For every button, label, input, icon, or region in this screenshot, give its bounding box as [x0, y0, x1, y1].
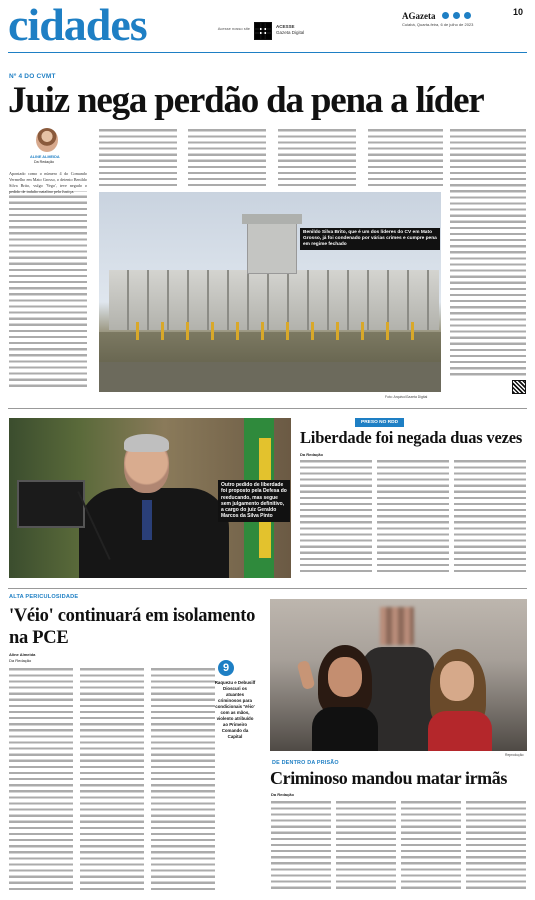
sisters-photo-credit: Reprodução: [505, 753, 524, 757]
prison-photo-caption: Benildo Silva Brito, que é um dos líderes do CV em Mato Grosso, já foi condenado por várias crimes e cumpre pena em regime fechado: [300, 228, 440, 250]
story2-byline: Da Redação: [300, 452, 323, 457]
logo-dot-icon: [453, 12, 460, 19]
logo-text: AGazeta: [402, 11, 436, 21]
watch-tower-top: [242, 214, 302, 224]
promo-label: ACESSE: [276, 24, 295, 29]
promo-small: Acesse nosso site: [217, 26, 250, 31]
story2-body-col3: [454, 459, 526, 574]
story4-body-col1: [271, 800, 331, 892]
story1-body-col6: [450, 128, 526, 378]
story1-body-col2: [99, 128, 177, 186]
story3-kicker: ALTA PERICULOSIDADE: [9, 594, 79, 600]
story1-body-col3: [188, 128, 266, 186]
divider-rule: [8, 408, 527, 409]
story4-headline: Criminoso mandou matar irmãs: [270, 768, 507, 788]
story4-body-col3: [401, 800, 461, 892]
sisters-photo: [270, 599, 527, 751]
judge-tie: [142, 500, 152, 540]
story4-byline: Da Redação: [271, 792, 294, 797]
woman-right-top: [428, 711, 492, 751]
story1-author-name: ALINE ALMEIDA: [30, 155, 60, 159]
hand-peace-sign: [297, 660, 316, 690]
callout-icon: 9: [218, 660, 234, 676]
logo-dot-icon: [464, 12, 471, 19]
story2-body-col1: [300, 459, 372, 574]
woman-right-face: [440, 661, 474, 701]
story3-body-col2: [80, 667, 144, 892]
blurred-face: [380, 607, 414, 645]
monitor: [17, 480, 85, 528]
story2-headline: Liberdade foi negada duas vezes: [300, 428, 523, 447]
judge-robe: [79, 488, 229, 578]
prison-wall-pillars: [109, 270, 439, 330]
story1-body-col4: [278, 128, 356, 186]
story1-lead: Apontado como o número 4 do Comando Vermelho em Mato Grosso, o detento Benildo Silva Brito, vulgo 'Vego', teve negado o pedido de indulto natalino pela Justiça.: [9, 171, 87, 195]
story1-qr-icon[interactable]: [512, 380, 526, 394]
woman-left-face: [328, 657, 362, 697]
story3-headline: 'Véio' continuará em isolamento na PCE: [9, 606, 256, 648]
story1-author-role: Da Redação: [34, 160, 54, 164]
story2-body-col2: [377, 459, 449, 574]
story2-tag: PRESO NO RDD: [355, 418, 404, 427]
logo-dot-icon: [442, 12, 449, 19]
prison-photo: [99, 192, 441, 392]
qr-code-icon[interactable]: [254, 22, 272, 40]
newspaper-logo: [402, 6, 471, 21]
story1-body-col1: [9, 170, 87, 388]
page-number: 10: [513, 7, 524, 17]
story1-kicker: Nº 4 DO CVMT: [9, 73, 56, 80]
date-line: Cuiabá, Quarta-feira, 6 de julho de 2023: [402, 22, 474, 27]
qr-label: Gazeta Digital: [276, 30, 305, 35]
yellow-posts: [114, 322, 434, 340]
story3-body-col1: [9, 667, 73, 892]
story4-tag: DE DENTRO DA PRISÃO: [272, 760, 339, 766]
story3-author-name: Aline Almeida: [9, 652, 36, 657]
story1-body-col5: [368, 128, 443, 186]
story1-headline: Juiz nega perdão da pena a líder: [8, 80, 484, 121]
watch-tower: [247, 222, 297, 274]
divider-rule: [8, 588, 527, 589]
callout-text: Raquezu e Debusilf Dioscuri os atuantes criminosos para condicionais 'Véio' com as mãos, violento atribuído ao Primeiro Comando da Capital: [214, 680, 256, 739]
section-title: cidades: [8, 0, 147, 50]
story4-body-col4: [466, 800, 526, 892]
author-avatar: [36, 128, 58, 152]
story3-author-role: Da Redação: [9, 658, 32, 663]
prison-photo-credit: Foto: Arquivo/Gazeta Digital: [385, 395, 428, 399]
judge-hair: [124, 434, 169, 452]
story4-body-col2: [336, 800, 396, 892]
woman-left-body: [312, 707, 378, 751]
header-rule: [8, 52, 527, 53]
road: [99, 362, 441, 392]
judge-photo-caption: Outro pedido de liberdade foi proposto pela Defesa do reeducando, mas segue sem julgamento definitivo, a cargo do juiz Geraldo Marcos da Silva Pinto: [218, 480, 290, 522]
story3-body-col3: [151, 667, 215, 892]
